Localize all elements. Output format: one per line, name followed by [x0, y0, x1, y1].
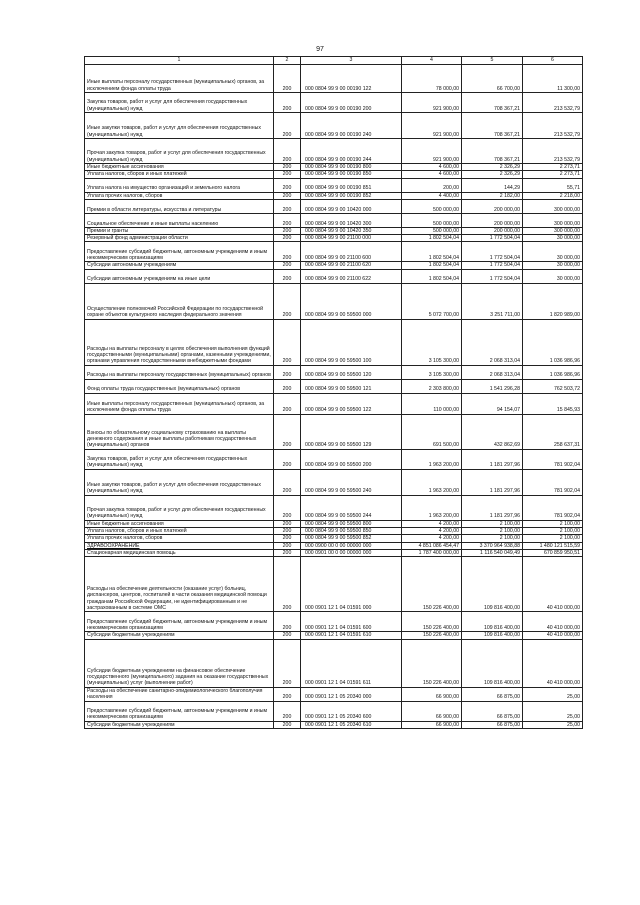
- row-budget-classification-code: 000 0804 99 9 00 21100 620: [301, 262, 402, 269]
- row-executed-amount: 3 370 964 938,88: [462, 542, 523, 549]
- row-budget-classification-code: 000 0900 00 0 00 00000 000: [301, 542, 402, 549]
- row-executed-amount: 1 772 504,04: [462, 235, 523, 242]
- row-description: Премии в области литературы, искусства и литературы: [85, 199, 274, 213]
- row-budget-classification-code: 000 0804 99 9 00 59500 100: [301, 319, 402, 365]
- row-unexecuted-amount: 2 218,00: [523, 192, 583, 199]
- row-unexecuted-amount: 1 480 121 515,59: [523, 542, 583, 549]
- row-executed-amount: 200 000,00: [462, 227, 523, 234]
- row-executed-amount: 2 182,00: [462, 192, 523, 199]
- table-row: [85, 687, 583, 701]
- table-row: [85, 171, 583, 178]
- row-description: Взносы по обязательному социальному страхованию на выплаты денежного содержания и иные выплаты работникам государственных (муниципальных) органов: [85, 414, 274, 449]
- table-row: [85, 65, 583, 93]
- row-description: Субсидии бюджетным учреждениям: [85, 721, 274, 728]
- row-unexecuted-amount: 25,00: [523, 687, 583, 701]
- table-row: [85, 235, 583, 242]
- row-unexecuted-amount: 1 036 986,96: [523, 319, 583, 365]
- row-budget-classification-code: 000 0804 99 9 00 21100 622: [301, 269, 402, 283]
- row-unexecuted-amount: 213 532,79: [523, 113, 583, 139]
- row-approved-amount: 921 900,00: [402, 113, 462, 139]
- row-unexecuted-amount: 40 410 000,00: [523, 557, 583, 612]
- table-row: [85, 319, 583, 365]
- row-approved-amount: 1 963 200,00: [402, 469, 462, 495]
- row-unexecuted-amount: 30 000,00: [523, 269, 583, 283]
- row-description: Иные бюджетные ассигнования: [85, 164, 274, 171]
- row-description: Фонд оплаты труда государственных (муниципальных) органов: [85, 379, 274, 393]
- row-approved-amount: 4 200,00: [402, 528, 462, 535]
- row-executed-amount: 1 116 540 049,49: [462, 549, 523, 556]
- row-description: Расходы на выплаты персоналу в целях обеспечения выполнения функций государственными (муниципальными) органами, казенными учреждениями, органами управления государственными внебюджетными фондами: [85, 319, 274, 365]
- row-budget-classification-code: 000 0804 99 9 00 21100 600: [301, 242, 402, 262]
- table-row: [85, 269, 583, 283]
- row-unexecuted-amount: 670 859 950,51: [523, 549, 583, 556]
- row-approved-amount: 5 072 700,00: [402, 283, 462, 319]
- row-unexecuted-amount: 300 000,00: [523, 227, 583, 234]
- table-row: [85, 113, 583, 139]
- budget-execution-table: [84, 56, 583, 729]
- row-approved-amount: 66 900,00: [402, 721, 462, 728]
- row-code-line: 200: [274, 528, 301, 535]
- row-approved-amount: 4 200,00: [402, 520, 462, 527]
- row-budget-classification-code: 000 0901 12 1 04 01591 610: [301, 632, 402, 639]
- row-description: ЗДРАВООХРАНЕНИЕ: [85, 542, 274, 549]
- row-unexecuted-amount: 40 410 000,00: [523, 632, 583, 639]
- row-executed-amount: 2 326,29: [462, 164, 523, 171]
- row-description: Социальное обеспечение и иные выплаты населению: [85, 213, 274, 227]
- row-approved-amount: 500 000,00: [402, 213, 462, 227]
- table-row: [85, 535, 583, 542]
- row-unexecuted-amount: 11 300,00: [523, 65, 583, 93]
- row-budget-classification-code: 000 0804 99 9 00 59500 852: [301, 535, 402, 542]
- row-unexecuted-amount: 2 100,00: [523, 528, 583, 535]
- row-approved-amount: 500 000,00: [402, 199, 462, 213]
- row-unexecuted-amount: 2 100,00: [523, 520, 583, 527]
- row-code-line: 200: [274, 365, 301, 379]
- row-executed-amount: 432 862,69: [462, 414, 523, 449]
- row-budget-classification-code: 000 0804 99 9 00 00190 240: [301, 113, 402, 139]
- row-budget-classification-code: 000 0901 12 1 05 20340 610: [301, 721, 402, 728]
- row-description: Уплата налогов, сборов и иных платежей: [85, 528, 274, 535]
- row-code-line: 200: [274, 319, 301, 365]
- row-approved-amount: 4 600,00: [402, 171, 462, 178]
- row-approved-amount: 691 500,00: [402, 414, 462, 449]
- row-approved-amount: 2 303 800,00: [402, 379, 462, 393]
- row-unexecuted-amount: 781 902,04: [523, 469, 583, 495]
- row-description: Закупка товаров, работ и услуг для обеспечения государственных (муниципальных) нужд: [85, 93, 274, 113]
- row-approved-amount: 150 226 400,00: [402, 612, 462, 632]
- row-approved-amount: 4 200,00: [402, 535, 462, 542]
- row-code-line: 200: [274, 612, 301, 632]
- row-description: Иные закупки товаров, работ и услуг для обеспечения государственных (муниципальных) нужд: [85, 469, 274, 495]
- row-executed-amount: 3 251 711,00: [462, 283, 523, 319]
- row-description: Предоставление субсидий бюджетным, автономным учреждениям и иным некоммерческим организациям: [85, 242, 274, 262]
- row-approved-amount: 1 787 400 000,00: [402, 549, 462, 556]
- row-executed-amount: 2 068 313,04: [462, 365, 523, 379]
- table-row: [85, 393, 583, 414]
- row-code-line: 200: [274, 235, 301, 242]
- row-description: Уплата прочих налогов, сборов: [85, 535, 274, 542]
- row-code-line: 200: [274, 469, 301, 495]
- row-executed-amount: 708 367,21: [462, 139, 523, 164]
- row-code-line: 200: [274, 171, 301, 178]
- row-code-line: 200: [274, 687, 301, 701]
- row-approved-amount: 150 226 400,00: [402, 557, 462, 612]
- row-description: Резервный фонд администрации области: [85, 235, 274, 242]
- table-row: [85, 632, 583, 639]
- row-unexecuted-amount: 55,71: [523, 178, 583, 192]
- row-description: Расходы на обеспечение санитарно-эпидемиологического благополучия населения: [85, 687, 274, 701]
- row-code-line: 200: [274, 557, 301, 612]
- row-description: Субсидии автономным учреждениям: [85, 262, 274, 269]
- row-description: Расходы на обеспечение деятельности (оказание услуг) больниц, диспансеров, центров, госпиталей в части оказания медицинской помощи гражданам Российской Федерации, не идентифицированным и не застрахованным в системе ОМС: [85, 557, 274, 612]
- row-executed-amount: 66 700,00: [462, 65, 523, 93]
- row-description: Уплата налога на имущество организаций и земельного налога: [85, 178, 274, 192]
- row-executed-amount: 1 181 297,96: [462, 449, 523, 469]
- row-approved-amount: 78 000,00: [402, 65, 462, 93]
- row-executed-amount: 1 181 297,96: [462, 469, 523, 495]
- row-approved-amount: 4 600,00: [402, 164, 462, 171]
- row-code-line: 200: [274, 199, 301, 213]
- row-unexecuted-amount: 1 036 986,96: [523, 365, 583, 379]
- row-budget-classification-code: 000 0804 99 9 00 59500 244: [301, 495, 402, 520]
- row-approved-amount: 1 802 504,04: [402, 235, 462, 242]
- row-unexecuted-amount: 25,00: [523, 701, 583, 721]
- table-row: [85, 520, 583, 527]
- row-unexecuted-amount: 300 000,00: [523, 199, 583, 213]
- page-number: 97: [316, 46, 324, 53]
- row-code-line: 200: [274, 164, 301, 171]
- row-code-line: 200: [274, 178, 301, 192]
- table-row: [85, 242, 583, 262]
- row-executed-amount: 200 000,00: [462, 213, 523, 227]
- row-code-line: 200: [274, 93, 301, 113]
- header-cell: 4: [402, 57, 462, 65]
- row-unexecuted-amount: 762 503,72: [523, 379, 583, 393]
- row-code-line: 200: [274, 495, 301, 520]
- row-approved-amount: 1 802 504,04: [402, 242, 462, 262]
- row-approved-amount: 3 105 300,00: [402, 319, 462, 365]
- row-budget-classification-code: 000 0804 99 9 00 59500 120: [301, 365, 402, 379]
- row-budget-classification-code: 000 0901 12 1 05 20340 600: [301, 701, 402, 721]
- row-budget-classification-code: 000 0804 99 9 00 59500 121: [301, 379, 402, 393]
- row-executed-amount: 109 816 400,00: [462, 612, 523, 632]
- table-row: [85, 557, 583, 612]
- row-executed-amount: 200 000,00: [462, 199, 523, 213]
- row-description: Уплата прочих налогов, сборов: [85, 192, 274, 199]
- table-row: [85, 93, 583, 113]
- row-executed-amount: 109 816 400,00: [462, 632, 523, 639]
- row-executed-amount: 94 154,07: [462, 393, 523, 414]
- row-approved-amount: 66 900,00: [402, 701, 462, 721]
- row-approved-amount: 3 105 300,00: [402, 365, 462, 379]
- row-budget-classification-code: 000 0804 99 9 00 59500 800: [301, 520, 402, 527]
- row-code-line: 200: [274, 449, 301, 469]
- row-executed-amount: 66 875,00: [462, 701, 523, 721]
- row-description: Иные выплаты персоналу государственных (муниципальных) органов, за исключением фонда оплаты труда: [85, 65, 274, 93]
- row-code-line: 200: [274, 414, 301, 449]
- row-executed-amount: 2 100,00: [462, 520, 523, 527]
- header-cell: 5: [462, 57, 523, 65]
- row-budget-classification-code: 000 0901 12 1 04 01591 611: [301, 639, 402, 687]
- row-budget-classification-code: 000 0804 99 9 00 21100 000: [301, 235, 402, 242]
- table-row: [85, 414, 583, 449]
- row-executed-amount: 708 367,21: [462, 93, 523, 113]
- row-budget-classification-code: 000 0804 99 9 00 00190 850: [301, 171, 402, 178]
- row-description: Субсидии бюджетным учреждениям на финансовое обеспечение государственного (муниципального) задания на оказание государственных (муниципальных) услуг (выполнение работ): [85, 639, 274, 687]
- row-unexecuted-amount: 15 845,93: [523, 393, 583, 414]
- table-row: [85, 178, 583, 192]
- row-executed-amount: 66 875,00: [462, 687, 523, 701]
- row-description: Прочая закупка товаров, работ и услуг для обеспечения государственных (муниципальных) нужд: [85, 495, 274, 520]
- row-budget-classification-code: 000 0901 12 1 04 01591 600: [301, 612, 402, 632]
- table-row: [85, 164, 583, 171]
- row-budget-classification-code: 000 0804 99 9 00 10420 000: [301, 199, 402, 213]
- row-budget-classification-code: 000 0804 99 9 00 59500 129: [301, 414, 402, 449]
- row-description: Иные бюджетные ассигнования: [85, 520, 274, 527]
- row-description: Субсидии бюджетным учреждениям: [85, 632, 274, 639]
- row-code-line: 200: [274, 379, 301, 393]
- row-budget-classification-code: 000 0804 99 9 00 00190 200: [301, 93, 402, 113]
- row-unexecuted-amount: 40 410 000,00: [523, 612, 583, 632]
- row-code-line: 200: [274, 542, 301, 549]
- row-budget-classification-code: 000 0804 99 9 00 00190 122: [301, 65, 402, 93]
- row-approved-amount: 150 226 400,00: [402, 639, 462, 687]
- header-cell: 6: [523, 57, 583, 65]
- row-description: Премии и гранты: [85, 227, 274, 234]
- table-row: [85, 469, 583, 495]
- row-approved-amount: 66 900,00: [402, 687, 462, 701]
- row-code-line: 200: [274, 639, 301, 687]
- row-budget-classification-code: 000 0804 99 9 00 59500 850: [301, 528, 402, 535]
- table-row: [85, 227, 583, 234]
- row-description: Предоставление субсидий бюджетным, автономным учреждениям и иным некоммерческим организациям: [85, 612, 274, 632]
- row-description: Стационарная медицинская помощь: [85, 549, 274, 556]
- row-code-line: 200: [274, 632, 301, 639]
- row-code-line: 200: [274, 535, 301, 542]
- row-budget-classification-code: 000 0804 99 9 00 10420 300: [301, 213, 402, 227]
- table-row: [85, 199, 583, 213]
- header-cell: 3: [301, 57, 402, 65]
- row-approved-amount: 921 900,00: [402, 93, 462, 113]
- row-unexecuted-amount: 2 273,71: [523, 171, 583, 178]
- row-budget-classification-code: 000 0804 99 9 00 59500 200: [301, 449, 402, 469]
- table-row: [85, 612, 583, 632]
- row-budget-classification-code: 000 0804 99 9 00 59500 000: [301, 283, 402, 319]
- table-row: [85, 365, 583, 379]
- row-description: Предоставление субсидий бюджетным, автономным учреждениям и иным некоммерческим организациям: [85, 701, 274, 721]
- row-description: Осуществление полномочий Российской Федерации по государственной охране объектов культурного наследия федерального значения: [85, 283, 274, 319]
- row-executed-amount: 1 772 504,04: [462, 262, 523, 269]
- row-approved-amount: 200,00: [402, 178, 462, 192]
- row-unexecuted-amount: 2 273,71: [523, 164, 583, 171]
- row-approved-amount: 1 802 504,04: [402, 262, 462, 269]
- row-budget-classification-code: 000 0901 12 1 05 20340 000: [301, 687, 402, 701]
- row-executed-amount: 2 326,29: [462, 171, 523, 178]
- row-code-line: 200: [274, 721, 301, 728]
- row-executed-amount: 109 816 400,00: [462, 639, 523, 687]
- row-approved-amount: 500 000,00: [402, 227, 462, 234]
- table-row: [85, 495, 583, 520]
- row-unexecuted-amount: 300 000,00: [523, 213, 583, 227]
- row-approved-amount: 1 963 200,00: [402, 495, 462, 520]
- row-description: Закупка товаров, работ и услуг для обеспечения государственных (муниципальных) нужд: [85, 449, 274, 469]
- row-unexecuted-amount: 213 532,79: [523, 139, 583, 164]
- row-approved-amount: 110 000,00: [402, 393, 462, 414]
- row-approved-amount: 1 802 504,04: [402, 269, 462, 283]
- row-executed-amount: 66 875,00: [462, 721, 523, 728]
- row-unexecuted-amount: 213 532,79: [523, 93, 583, 113]
- table-row: [85, 262, 583, 269]
- row-description: Прочая закупка товаров, работ и услуг для обеспечения государственных (муниципальных) нужд: [85, 139, 274, 164]
- table-row: [85, 192, 583, 199]
- row-budget-classification-code: 000 0804 99 9 00 00190 244: [301, 139, 402, 164]
- row-unexecuted-amount: 258 637,31: [523, 414, 583, 449]
- row-description: Иные выплаты персоналу государственных (муниципальных) органов, за исключением фонда оплаты труда: [85, 393, 274, 414]
- row-budget-classification-code: 000 0804 99 9 00 10420 350: [301, 227, 402, 234]
- row-unexecuted-amount: 30 000,00: [523, 235, 583, 242]
- table-row: [85, 449, 583, 469]
- row-code-line: 200: [274, 701, 301, 721]
- row-code-line: 200: [274, 65, 301, 93]
- row-executed-amount: 144,29: [462, 178, 523, 192]
- row-description: Расходы на выплаты персоналу государственных (муниципальных) органов: [85, 365, 274, 379]
- row-budget-classification-code: 000 0804 99 9 00 00190 851: [301, 178, 402, 192]
- row-unexecuted-amount: 1 820 989,00: [523, 283, 583, 319]
- row-code-line: 200: [274, 227, 301, 234]
- row-approved-amount: 150 226 400,00: [402, 632, 462, 639]
- row-executed-amount: 1 772 504,04: [462, 242, 523, 262]
- row-approved-amount: 4 400,00: [402, 192, 462, 199]
- row-code-line: 200: [274, 113, 301, 139]
- table-row: [85, 721, 583, 728]
- row-code-line: 200: [274, 242, 301, 262]
- row-unexecuted-amount: 40 410 000,00: [523, 639, 583, 687]
- table-header-row: [85, 57, 583, 65]
- row-budget-classification-code: 000 0804 99 9 00 00190 800: [301, 164, 402, 171]
- table-row: [85, 283, 583, 319]
- row-executed-amount: 1 772 504,04: [462, 269, 523, 283]
- row-code-line: 200: [274, 393, 301, 414]
- row-executed-amount: 109 816 400,00: [462, 557, 523, 612]
- row-executed-amount: 2 068 313,04: [462, 319, 523, 365]
- row-code-line: 200: [274, 269, 301, 283]
- row-unexecuted-amount: 781 902,04: [523, 449, 583, 469]
- row-approved-amount: 921 900,00: [402, 139, 462, 164]
- row-budget-classification-code: 000 0901 00 0 00 00000 000: [301, 549, 402, 556]
- row-code-line: 200: [274, 283, 301, 319]
- table-row: [85, 639, 583, 687]
- row-executed-amount: 708 367,21: [462, 113, 523, 139]
- row-description: Субсидии автономным учреждениям на иные цели: [85, 269, 274, 283]
- row-budget-classification-code: 000 0804 99 9 00 00190 852: [301, 192, 402, 199]
- row-code-line: 200: [274, 192, 301, 199]
- header-cell: 1: [85, 57, 274, 65]
- row-executed-amount: 1 541 296,28: [462, 379, 523, 393]
- row-budget-classification-code: 000 0804 99 9 00 59500 122: [301, 393, 402, 414]
- table-row: [85, 528, 583, 535]
- row-budget-classification-code: 000 0901 12 1 04 01591 000: [301, 557, 402, 612]
- row-description: Иные закупки товаров, работ и услуг для обеспечения государственных (муниципальных) нужд: [85, 113, 274, 139]
- table-row: [85, 213, 583, 227]
- row-unexecuted-amount: 25,00: [523, 721, 583, 728]
- row-code-line: 200: [274, 139, 301, 164]
- row-budget-classification-code: 000 0804 99 9 00 59500 240: [301, 469, 402, 495]
- row-executed-amount: 2 100,00: [462, 535, 523, 542]
- row-executed-amount: 1 181 297,96: [462, 495, 523, 520]
- header-cell: 2: [274, 57, 301, 65]
- row-approved-amount: 4 851 086 454,47: [402, 542, 462, 549]
- table-row: [85, 379, 583, 393]
- row-description: Уплата налогов, сборов и иных платежей: [85, 171, 274, 178]
- row-code-line: 200: [274, 213, 301, 227]
- row-unexecuted-amount: 781 902,04: [523, 495, 583, 520]
- table-section-row: [85, 542, 583, 549]
- row-executed-amount: 2 100,00: [462, 528, 523, 535]
- table-row: [85, 701, 583, 721]
- row-unexecuted-amount: 2 100,00: [523, 535, 583, 542]
- row-unexecuted-amount: 30 000,00: [523, 242, 583, 262]
- row-code-line: 200: [274, 520, 301, 527]
- row-code-line: 200: [274, 262, 301, 269]
- row-approved-amount: 1 963 200,00: [402, 449, 462, 469]
- row-code-line: 200: [274, 549, 301, 556]
- table-row: [85, 139, 583, 164]
- row-unexecuted-amount: 30 000,00: [523, 262, 583, 269]
- table-row: [85, 549, 583, 556]
